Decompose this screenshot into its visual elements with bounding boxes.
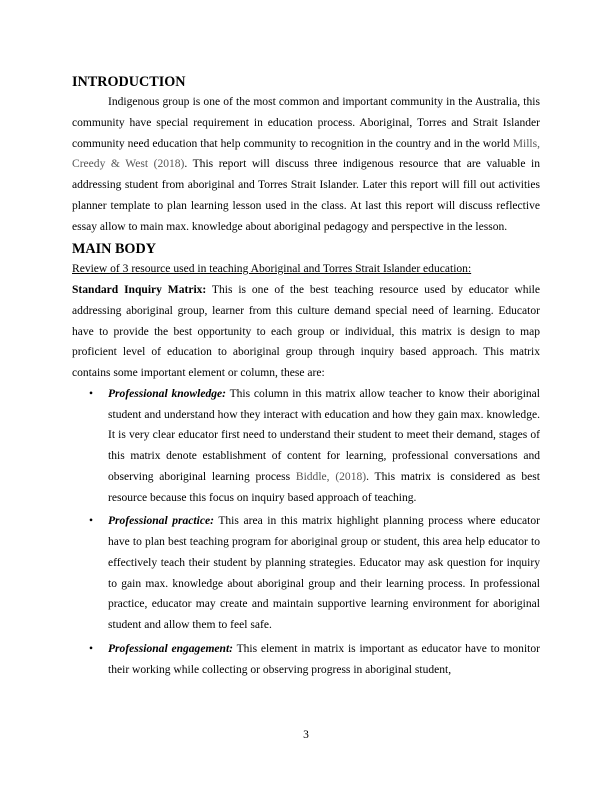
element-list (72, 384, 540, 681)
list-item-label: Professional practice: (108, 515, 214, 528)
introduction-paragraph: Indigenous group is one of the most common and important community in the Australia, this community have special requirement in education process. Aboriginal, Torres and Strait Islander community need education that help community to recognition in the country and in the world Mills, Creedy & West (2018). This report will discuss three indigenous resource that are valuable in addressing student from aboriginal and Torres Strait Islander. Later this report will fill out activities planner template to plan learning lesson used in the class. At last this report will discuss reflective essay allow to main max. knowledge about aboriginal pedagogy and perspective in the lesson. (72, 96, 540, 233)
introduction-heading: INTRODUCTION (72, 74, 186, 90)
bullet-icon: • (89, 387, 94, 400)
bullet-icon: • (89, 642, 94, 655)
page-number: 3 (303, 729, 309, 741)
list-item-label: Professional engagement: (108, 642, 234, 655)
citation: Biddle, (2018) (295, 470, 367, 483)
citation: Mills, Creedy & West (2018) (72, 137, 540, 171)
matrix-label: Standard Inquiry Matrix: (72, 284, 207, 296)
list-item: • Professional knowledge: This column in this matrix allow teacher to know their aboriginal student and understand how they interact with education and how they gain max. knowledge. It is very clear educator first need to understand their student to meet their demand, stages of this matrix denote establishment of content for learning, professional conversations and observing aboriginal learning process Biddle, (2018). This matrix is considered as best resource because this focus on inquiry based approach of teaching. (72, 384, 540, 509)
main-body-heading: MAIN BODY (72, 241, 156, 258)
list-item: • Professional engagement: This element in matrix is important as educator have to monitor their working while collecting or observing progress in aboriginal student, (72, 639, 540, 681)
review-subheading: Review of 3 resource used in teaching Aboriginal and Torres Strait Islander education: (72, 263, 472, 276)
document-page (72, 70, 540, 680)
bullet-icon: • (89, 515, 94, 528)
list-item: • Professional practice: This area in this matrix highlight planning process where educator have to plan best teaching program for aboriginal group or student, this area help educator to effectively teach their student by planning strategies. Educator may ask question for inquiry to gain max. knowledge about aboriginal group and their learning process. In professional practice, educator may create and maintain supportive learning environment for aboriginal student and allow them to feel safe. (72, 511, 540, 636)
list-item-label: Professional knowledge: (108, 387, 226, 400)
matrix-paragraph: Standard Inquiry Matrix: This is one of the best teaching resource used by educator while addressing aboriginal group, learner from this culture demand special need of learning. Educator have to provide the best opportunity to each group or individual, this matrix is design to map proficient level of education to aboriginal group through inquiry based approach. This matrix contains some important element or column, these are: (72, 284, 541, 379)
